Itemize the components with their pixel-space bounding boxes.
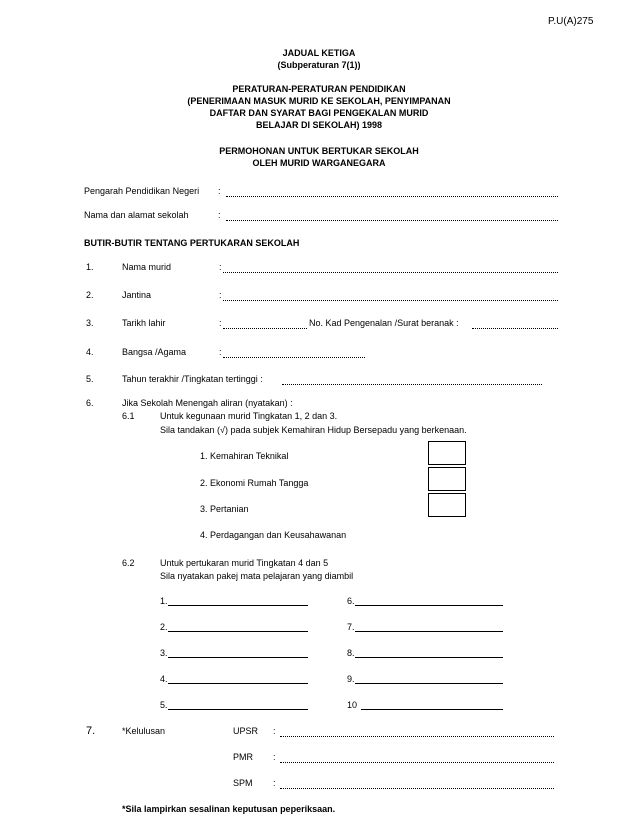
birthdate-field[interactable] — [223, 320, 307, 329]
package-subject-7-field[interactable] — [355, 631, 503, 632]
package-subject-3-field[interactable] — [168, 657, 308, 658]
package-subject-6-number: 6. — [347, 596, 355, 606]
item-1-label: Nama murid — [122, 262, 172, 272]
subject-1-checkbox[interactable] — [428, 441, 466, 465]
package-subject-2-number: 2. — [160, 622, 168, 632]
item-4-number: 4. — [86, 347, 94, 357]
subject-2: 2. Ekonomi Rumah Tangga — [200, 478, 309, 488]
spm-result-field[interactable] — [280, 780, 554, 789]
director-colon: : — [218, 186, 221, 196]
package-subject-8-number: 8. — [347, 648, 355, 658]
director-field[interactable] — [226, 188, 558, 197]
package-subject-1-field[interactable] — [168, 605, 308, 606]
package-subject-1-number: 1. — [160, 596, 168, 606]
item-2-label: Jantina — [122, 290, 152, 300]
exam-spm-colon: : — [273, 778, 276, 788]
exam-upsr-label: UPSR — [233, 726, 259, 736]
exam-spm-label: SPM — [233, 778, 253, 788]
exam-pmr-colon: : — [273, 752, 276, 762]
footnote: *Sila lampirkan sesalinan keputusan peperiksaan. — [122, 804, 336, 814]
package-subject-7-number: 7. — [347, 622, 355, 632]
item-1-colon: : — [219, 262, 222, 272]
item-6-1-instruction: Sila tandakan (√) pada subjek Kemahiran Hidup Bersepadu yang berkenaan. — [160, 425, 467, 435]
item-3-label: Tarikh lahir — [122, 318, 166, 328]
student-name-field[interactable] — [223, 264, 558, 273]
item-7-label: *Kelulusan — [122, 726, 166, 736]
regulation-line-2: (PENERIMAAN MASUK MURID KE SEKOLAH, PENYIMPANAN — [187, 96, 451, 106]
item-6-2-label: Untuk pertukaran murid Tingkatan 4 dan 5 — [160, 558, 329, 568]
item-7-number: 7. — [86, 725, 96, 737]
package-subject-2-field[interactable] — [168, 631, 308, 632]
form-title-1: PERMOHONAN UNTUK BERTUKAR SEKOLAH — [219, 146, 419, 156]
item-4-label: Bangsa /Agama — [122, 347, 187, 357]
school-field[interactable] — [226, 212, 558, 221]
exam-upsr-colon: : — [273, 726, 276, 736]
item-5-label: Tahun terakhir /Tingkatan tertinggi : — [122, 374, 263, 384]
package-subject-5-field[interactable] — [168, 709, 308, 710]
regulation-line-3: DAFTAR DAN SYARAT BAGI PENGEKALAN MURID — [209, 108, 429, 118]
item-6-label: Jika Sekolah Menengah aliran (nyatakan) : — [122, 398, 293, 408]
last-year-field[interactable] — [282, 376, 542, 385]
page-reference: P.U(A)275 — [548, 16, 594, 27]
director-label: Pengarah Pendidikan Negeri — [84, 186, 200, 196]
subject-1: 1. Kemahiran Teknikal — [200, 451, 289, 461]
gender-field[interactable] — [223, 292, 558, 301]
item-3-colon: : — [219, 318, 222, 328]
item-6-2-instruction: Sila nyatakan pakej mata pelajaran yang diambil — [160, 571, 354, 581]
schedule-title: JADUAL KETIGA — [282, 48, 356, 58]
package-subject-10-field[interactable] — [361, 709, 503, 710]
package-subject-4-field[interactable] — [168, 683, 308, 684]
upsr-result-field[interactable] — [280, 728, 554, 737]
item-6-1-label: Untuk kegunaan murid Tingkatan 1, 2 dan 3. — [160, 411, 338, 421]
package-subject-9-number: 9. — [347, 674, 355, 684]
form-title-2: OLEH MURID WARGANEGARA — [252, 158, 386, 168]
regulation-line-1: PERATURAN-PERATURAN PENDIDIKAN — [232, 84, 406, 94]
item-2-number: 2. — [86, 290, 94, 300]
school-label: Nama dan alamat sekolah — [84, 210, 189, 220]
regulation-line-4: BELAJAR DI SEKOLAH) 1998 — [255, 120, 383, 130]
subregulation: (Subperaturan 7(1)) — [277, 60, 361, 70]
subject-3-checkbox[interactable] — [428, 493, 466, 517]
item-3-number: 3. — [86, 318, 94, 328]
ic-label: No. Kad Pengenalan /Surat beranak : — [309, 318, 459, 328]
item-2-colon: : — [219, 290, 222, 300]
pmr-result-field[interactable] — [280, 754, 554, 763]
school-colon: : — [218, 210, 221, 220]
item-6-number: 6. — [86, 398, 94, 408]
package-subject-3-number: 3. — [160, 648, 168, 658]
item-6-1-number: 6.1 — [122, 411, 135, 421]
package-subject-10-number: 10 — [347, 700, 358, 710]
exam-pmr-label: PMR — [233, 752, 253, 762]
ic-field[interactable] — [472, 320, 558, 329]
item-1-number: 1. — [86, 262, 94, 272]
package-subject-4-number: 4. — [160, 674, 168, 684]
package-subject-5-number: 5. — [160, 700, 168, 710]
section-title: BUTIR-BUTIR TENTANG PERTUKARAN SEKOLAH — [84, 238, 300, 248]
package-subject-6-field[interactable] — [355, 605, 503, 606]
race-religion-field[interactable] — [223, 349, 365, 358]
subject-4: 4. Perdagangan dan Keusahawanan — [200, 530, 347, 540]
package-subject-9-field[interactable] — [355, 683, 503, 684]
subject-3: 3. Pertanian — [200, 504, 249, 514]
subject-2-checkbox[interactable] — [428, 467, 466, 491]
package-subject-8-field[interactable] — [355, 657, 503, 658]
item-6-2-number: 6.2 — [122, 558, 135, 568]
item-4-colon: : — [219, 347, 222, 357]
item-5-number: 5. — [86, 374, 94, 384]
